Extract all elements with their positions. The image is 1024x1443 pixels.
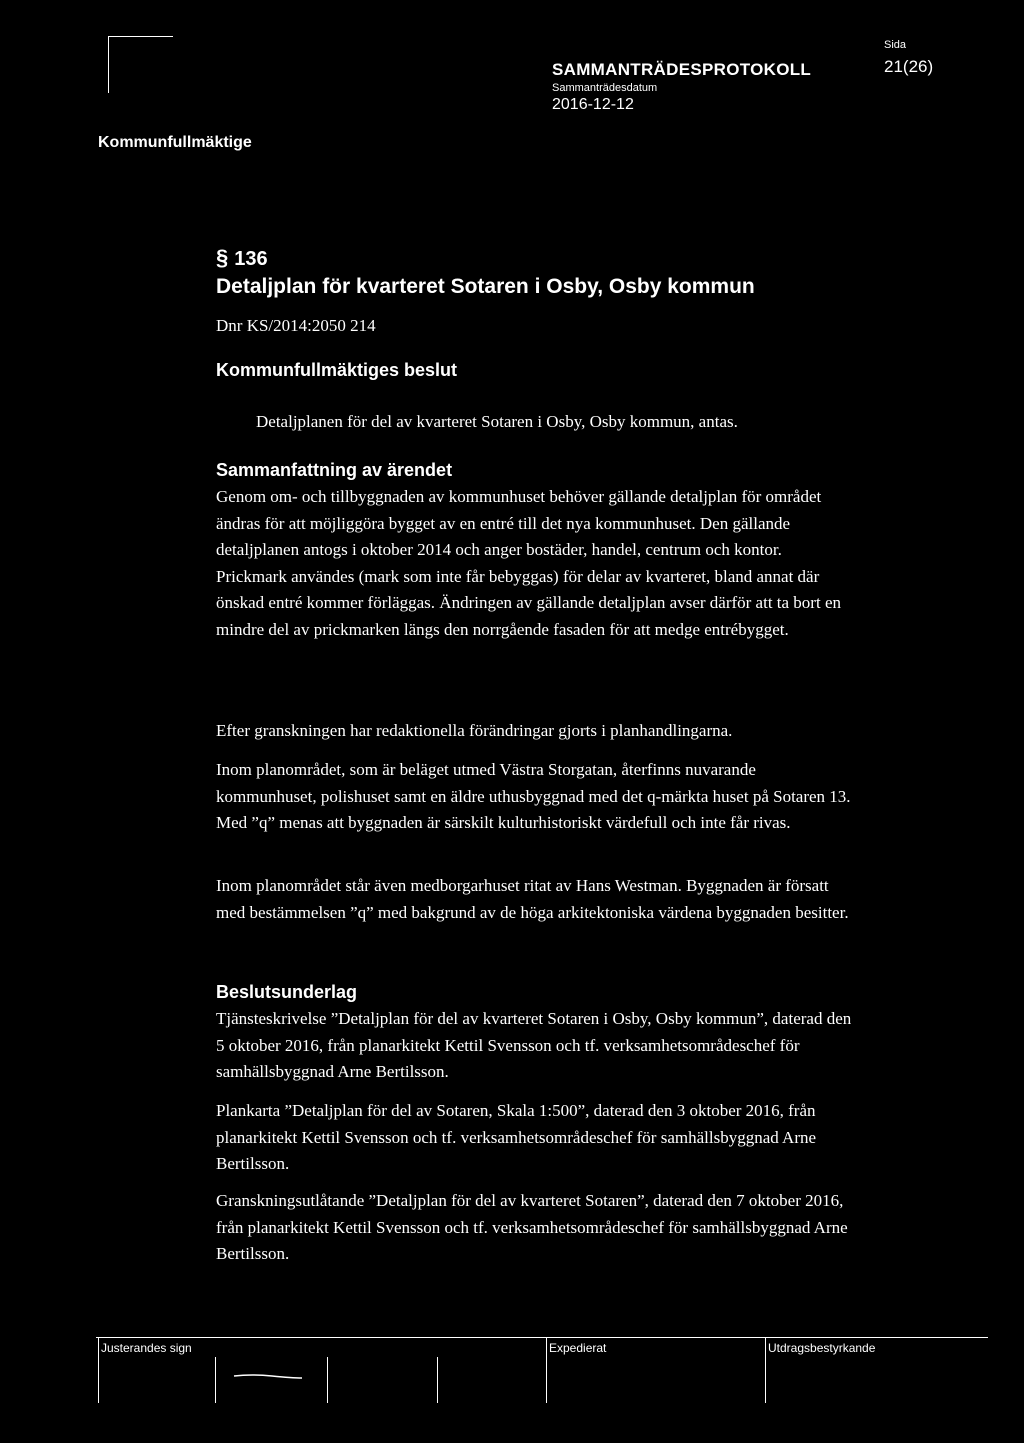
footer-divider [98, 1337, 99, 1403]
basis-paragraph: Tjänsteskrivelse ”Detaljplan för del av kvarteret Sotaren i Osby, Osby kommun”, daterad den 5 oktober 2016, från planarkitekt Kettil Svensson och tf. verksamhetsområdeschef för samhällsbyggnad Arne Bertilsson. [216, 1009, 852, 1081]
sign-label: Justerandes sign [101, 1341, 192, 1355]
summary-paragraph: Inom planområdet, som är beläget utmed Västra Storgatan, återfinns nuvarande kommunhuset, polishuset samt en äldre uthusbyggnad med det q-märkta huset på Sotaren 13. Med ”q” menas att byggnaden är särskilt kulturhistoriskt värdefull och inte får rivas. [216, 760, 851, 832]
paragraph-number [216, 245, 268, 271]
summary-paragraph: Efter granskningen har redaktionella förändringar gjorts i planhandlingarna. [216, 721, 733, 740]
footer-rule [96, 1337, 988, 1338]
page-label: Sida [884, 39, 907, 51]
summary-body-2 [216, 718, 856, 745]
expedierat-label: Expedierat [549, 1341, 607, 1355]
basis-paragraph: Granskningsutlåtande ”Detaljplan för del av kvarteret Sotaren”, daterad den 7 oktober 2016, från planarkitekt Kettil Svensson och tf. verksamhetsområdeschef för samhällsbyggnad Arne Bertilsson. [216, 1191, 848, 1263]
footer-divider [765, 1337, 766, 1403]
page-number: 21(26) [884, 57, 934, 76]
section-number: 136 [234, 248, 268, 270]
section-title: Detaljplan för kvarteret Sotaren i Osby, Osby kommun [216, 275, 755, 298]
utdrag-label: Utdragsbestyrkande [768, 1341, 876, 1355]
basis-body-2 [216, 1098, 856, 1178]
footer-divider [546, 1337, 547, 1403]
diary-number: Dnr KS/2014:2050 214 [216, 316, 376, 335]
summary-heading: Sammanfattning av ärendet [216, 460, 453, 480]
decision-heading: Kommunfullmäktiges beslut [216, 360, 458, 380]
signature-box-divider [437, 1357, 438, 1403]
meeting-date: 2016-12-12 [552, 96, 634, 113]
basis-heading: Beslutsunderlag [216, 982, 358, 1002]
organization-name: Kommunfullmäktige [98, 134, 252, 151]
summary-paragraph: Genom om- och tillbyggnaden av kommunhuset behöver gällande detaljplan för området ändras för att möjliggöra bygget av en entré till det nya kommunhuset. Den gällande detaljplanen antogs i oktober 2014 och anger bostäder, handel, centrum och kontor. Prickmark användes (mark som inte får bebyggas) för delar av kvarteret, bland annat där önskad entré kommer förläggas. Ändringen av gällande detaljplan avser därför att ta bort en mindre del av prickmarken längs den norrgående fasaden för att medge entrébygget. [216, 487, 841, 639]
summary-body-4 [216, 873, 856, 926]
basis-paragraph: Plankarta ”Detaljplan för del av Sotaren, Skala 1:500”, daterad den 3 oktober 2016, från planarkitekt Kettil Svensson och tf. verksamhetsområdeschef för samhällsbyggnad Arne Bertilsson. [216, 1101, 817, 1173]
summary-body [216, 484, 856, 643]
signature-box-divider [327, 1357, 328, 1403]
summary-body-3 [216, 757, 856, 837]
meeting-date-label: Sammanträdesdatum [552, 82, 658, 94]
basis-body-1 [216, 1006, 856, 1086]
summary-paragraph: Inom planområdet står även medborgarhuset ritat av Hans Westman. Byggnaden är försatt med bestämmelsen ”q” med bakgrund av de höga arkitektoniska värdena byggnaden besitter. [216, 876, 849, 922]
signature-scribble [232, 1370, 304, 1382]
basis-body-3 [216, 1188, 856, 1268]
corner-mark [108, 36, 173, 93]
document-type-title: SAMMANTRÄDESPROTOKOLL [552, 60, 812, 79]
decision-text: Detaljplanen för del av kvarteret Sotaren i Osby, Osby kommun, antas. [256, 412, 738, 431]
section-symbol: § [216, 245, 229, 270]
signature-box-divider [215, 1357, 216, 1403]
